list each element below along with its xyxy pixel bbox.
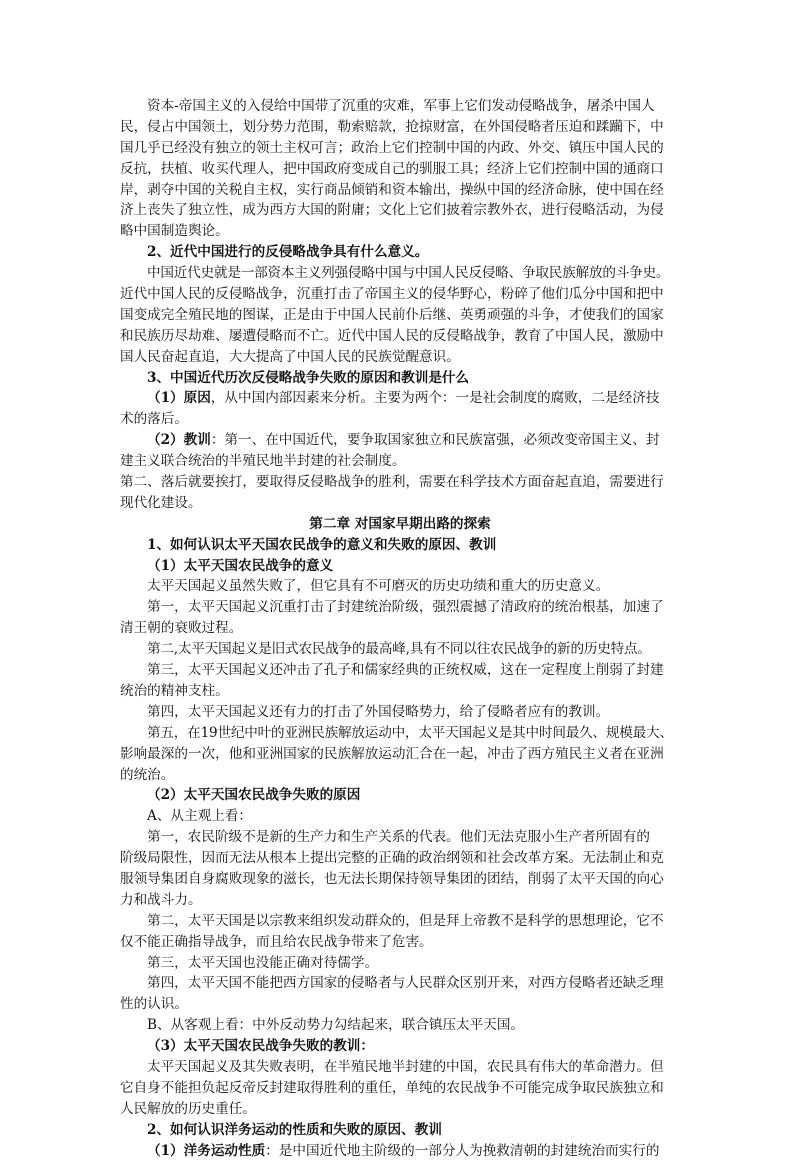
- question-heading: 3、中国近代历次反侵略战争失败的原因和教训是什么: [147, 369, 470, 386]
- question-heading: 1、如何认识太平天国农民战争的意义和失败的原因、教训: [147, 536, 497, 553]
- paragraph-line: 力和战斗力。: [120, 891, 202, 908]
- paragraph-text: ：第一、在中国近代，要争取国家独立和民族富强，必须改变帝国主义、封: [210, 432, 660, 449]
- paragraph-line: 第四，太平天国起义还有力的打击了外国侵略势力，给了侵略者应有的教训。: [147, 703, 610, 720]
- paragraph-line: 第二、落后就要挨打，要取得反侵略战争的胜利，需要在科学技术方面奋起直追，需要进行: [120, 474, 664, 491]
- document-page: [120, 96, 680, 1161]
- subheading: （2）太平天国农民战争失败的原因: [147, 787, 361, 804]
- paragraph-line: [120, 430, 680, 451]
- question-heading: 2、如何认识洋务运动的性质和失败的原因、教训: [147, 1121, 442, 1138]
- paragraph-line: 统治的精神支柱。: [120, 682, 229, 699]
- paragraph-line: 现代化建设。: [120, 494, 202, 511]
- paragraph-line: 性的认识。: [120, 996, 188, 1013]
- paragraph-line: 第二，太平天国是以宗教来组织发动群众的，但是拜上帝教不是科学的思想理论，它不: [147, 912, 664, 929]
- paragraph-line: A、从主观上看：: [147, 808, 252, 825]
- paragraph-line: 人民解放的历史重任。: [120, 1100, 256, 1117]
- paragraph-line: 略中国制造舆论。: [120, 223, 229, 240]
- paragraph-line: 术的落后。: [120, 411, 188, 428]
- paragraph-line: 国变成完全殖民地的图谋，正是由于中国人民前仆后继、英勇顽强的斗争，才使我们的国家: [120, 306, 664, 323]
- paragraph-line: 它自身不能担负起反帝反封建取得胜利的重任，单纯的农民战争不可能完成争取民族独立和: [120, 1079, 664, 1096]
- paragraph-line: 第三，太平天国也没能正确对待儒学。: [147, 954, 379, 971]
- paragraph-line: 济上丧失了独立性，成为西方大国的附庸；文化上它们披着宗教外衣，进行侵略活动，为侵: [120, 202, 664, 219]
- paragraph-line: 国人民奋起直追，大大提高了中国人民的民族觉醒意识。: [120, 348, 460, 365]
- paragraph-line: 第一，太平天国起义沉重打击了封建统治阶级，强烈震撼了清政府的统治根基，加速了: [147, 599, 664, 616]
- paragraph-line: 第二,太平天国起义是旧式农民战争的最高峰,具有不同以往农民战争的新的历史特点。: [147, 641, 651, 658]
- paragraph-line: 反抗，扶植、收买代理人，把中国政府变成自己的驯服工具；经济上它们控制中国的通商口: [120, 160, 664, 177]
- paragraph-line: 太平天国起义虽然失败了，但它具有不可磨灭的历史功绩和重大的历史意义。: [147, 578, 610, 595]
- paragraph-text: ，从中国内部因素来分析。主要为两个：一是社会制度的腐败，二是经济技: [210, 390, 660, 407]
- paragraph-line: 第五，在19世纪中叶的亚洲民族解放运动中，太平天国起义是其中时间最久、规模最大、: [147, 724, 673, 741]
- question-heading: 2、近代中国进行的反侵略战争具有什么意义。: [147, 244, 429, 261]
- paragraph-line: 清王朝的衰败过程。: [120, 620, 243, 637]
- paragraph-line: [120, 1141, 680, 1161]
- paragraph-line: [120, 388, 680, 409]
- paragraph-line: 岸，剥夺中国的关税自主权，实行商品倾销和资本输出，操纵中国的经济命脉，使中国在经: [120, 181, 664, 198]
- chapter-title: 第二章 对国家早期出路的探索: [309, 515, 491, 532]
- subheading: （2）教训: [147, 432, 211, 449]
- subheading: （1）洋务运动性质: [147, 1142, 266, 1159]
- paragraph-line: 民，侵占中国领土，划分势力范围，勒索赔款，抢掠财富，在外国侵略者压迫和蹂躏下，中: [120, 118, 664, 135]
- paragraph-line: B、从客观上看：中外反动势力勾结起来，联合镇压太平天国。: [147, 1017, 525, 1034]
- paragraph-line: 近代中国人民的反侵略战争，沉重打击了帝国主义的侵华野心，粉碎了他们瓜分中国和把中: [120, 286, 664, 303]
- paragraph-line: 太平天国起义及其失败表明，在半殖民地半封建的中国，农民具有伟大的革命潜力。但: [147, 1058, 664, 1075]
- subheading: （3）太平天国农民战争失败的教训：: [147, 1038, 374, 1055]
- subheading: （1）原因: [147, 390, 211, 407]
- paragraph-line: 阶级局限性，因而无法从根本上提出完整的正确的政治纲领和社会改革方案。无法制止和克: [120, 850, 664, 867]
- paragraph-line: 第四，太平天国不能把西方国家的侵略者与人民群众区别开来，对西方侵略者还缺乏理: [147, 975, 664, 992]
- paragraph-line: 和民族历尽劫难、屡遭侵略而不亡。近代中国人民的反侵略战争，教育了中国人民，激励中: [120, 327, 664, 344]
- paragraph-line: 影响最深的一次，他和亚洲国家的民族解放运动汇合在一起，冲击了西方殖民主义者在亚洲: [120, 745, 664, 762]
- paragraph-text: ：是中国近代地主阶级的一部分人为挽救清朝的封建统治而实行的: [265, 1142, 660, 1159]
- paragraph-line: 建主义联合统治的半殖民地半封建的社会制度。: [120, 453, 406, 470]
- paragraph-line: 仅不能正确指导战争，而且给农民战争带来了危害。: [120, 933, 433, 950]
- paragraph-line: 资本-帝国主义的入侵给中国带了沉重的灾难，军事上它们发动侵略战争，屠杀中国人: [147, 98, 655, 114]
- paragraph-line: 国几乎已经没有独立的领土主权可言；政治上它们控制中国的内政、外交、镇压中国人民的: [120, 139, 664, 156]
- paragraph-line: 第三，太平天国起义还冲击了孔子和儒家经典的正统权威，这在一定程度上削弱了封建: [147, 662, 664, 679]
- paragraph-line: 第一，农民阶级不是新的生产力和生产关系的代表。他们无法克服小生产者所固有的: [147, 829, 650, 846]
- paragraph-line: 服领导集团自身腐败现象的滋长，也无法长期保持领导集团的团结，削弱了太平天国的向心: [120, 870, 664, 887]
- subheading: （1）太平天国农民战争的意义: [147, 557, 334, 574]
- paragraph-line: 中国近代史就是一部资本主义列强侵略中国与中国人民反侵略、争取民族解放的斗争史。: [147, 265, 670, 282]
- paragraph-line: 的统治。: [120, 766, 175, 783]
